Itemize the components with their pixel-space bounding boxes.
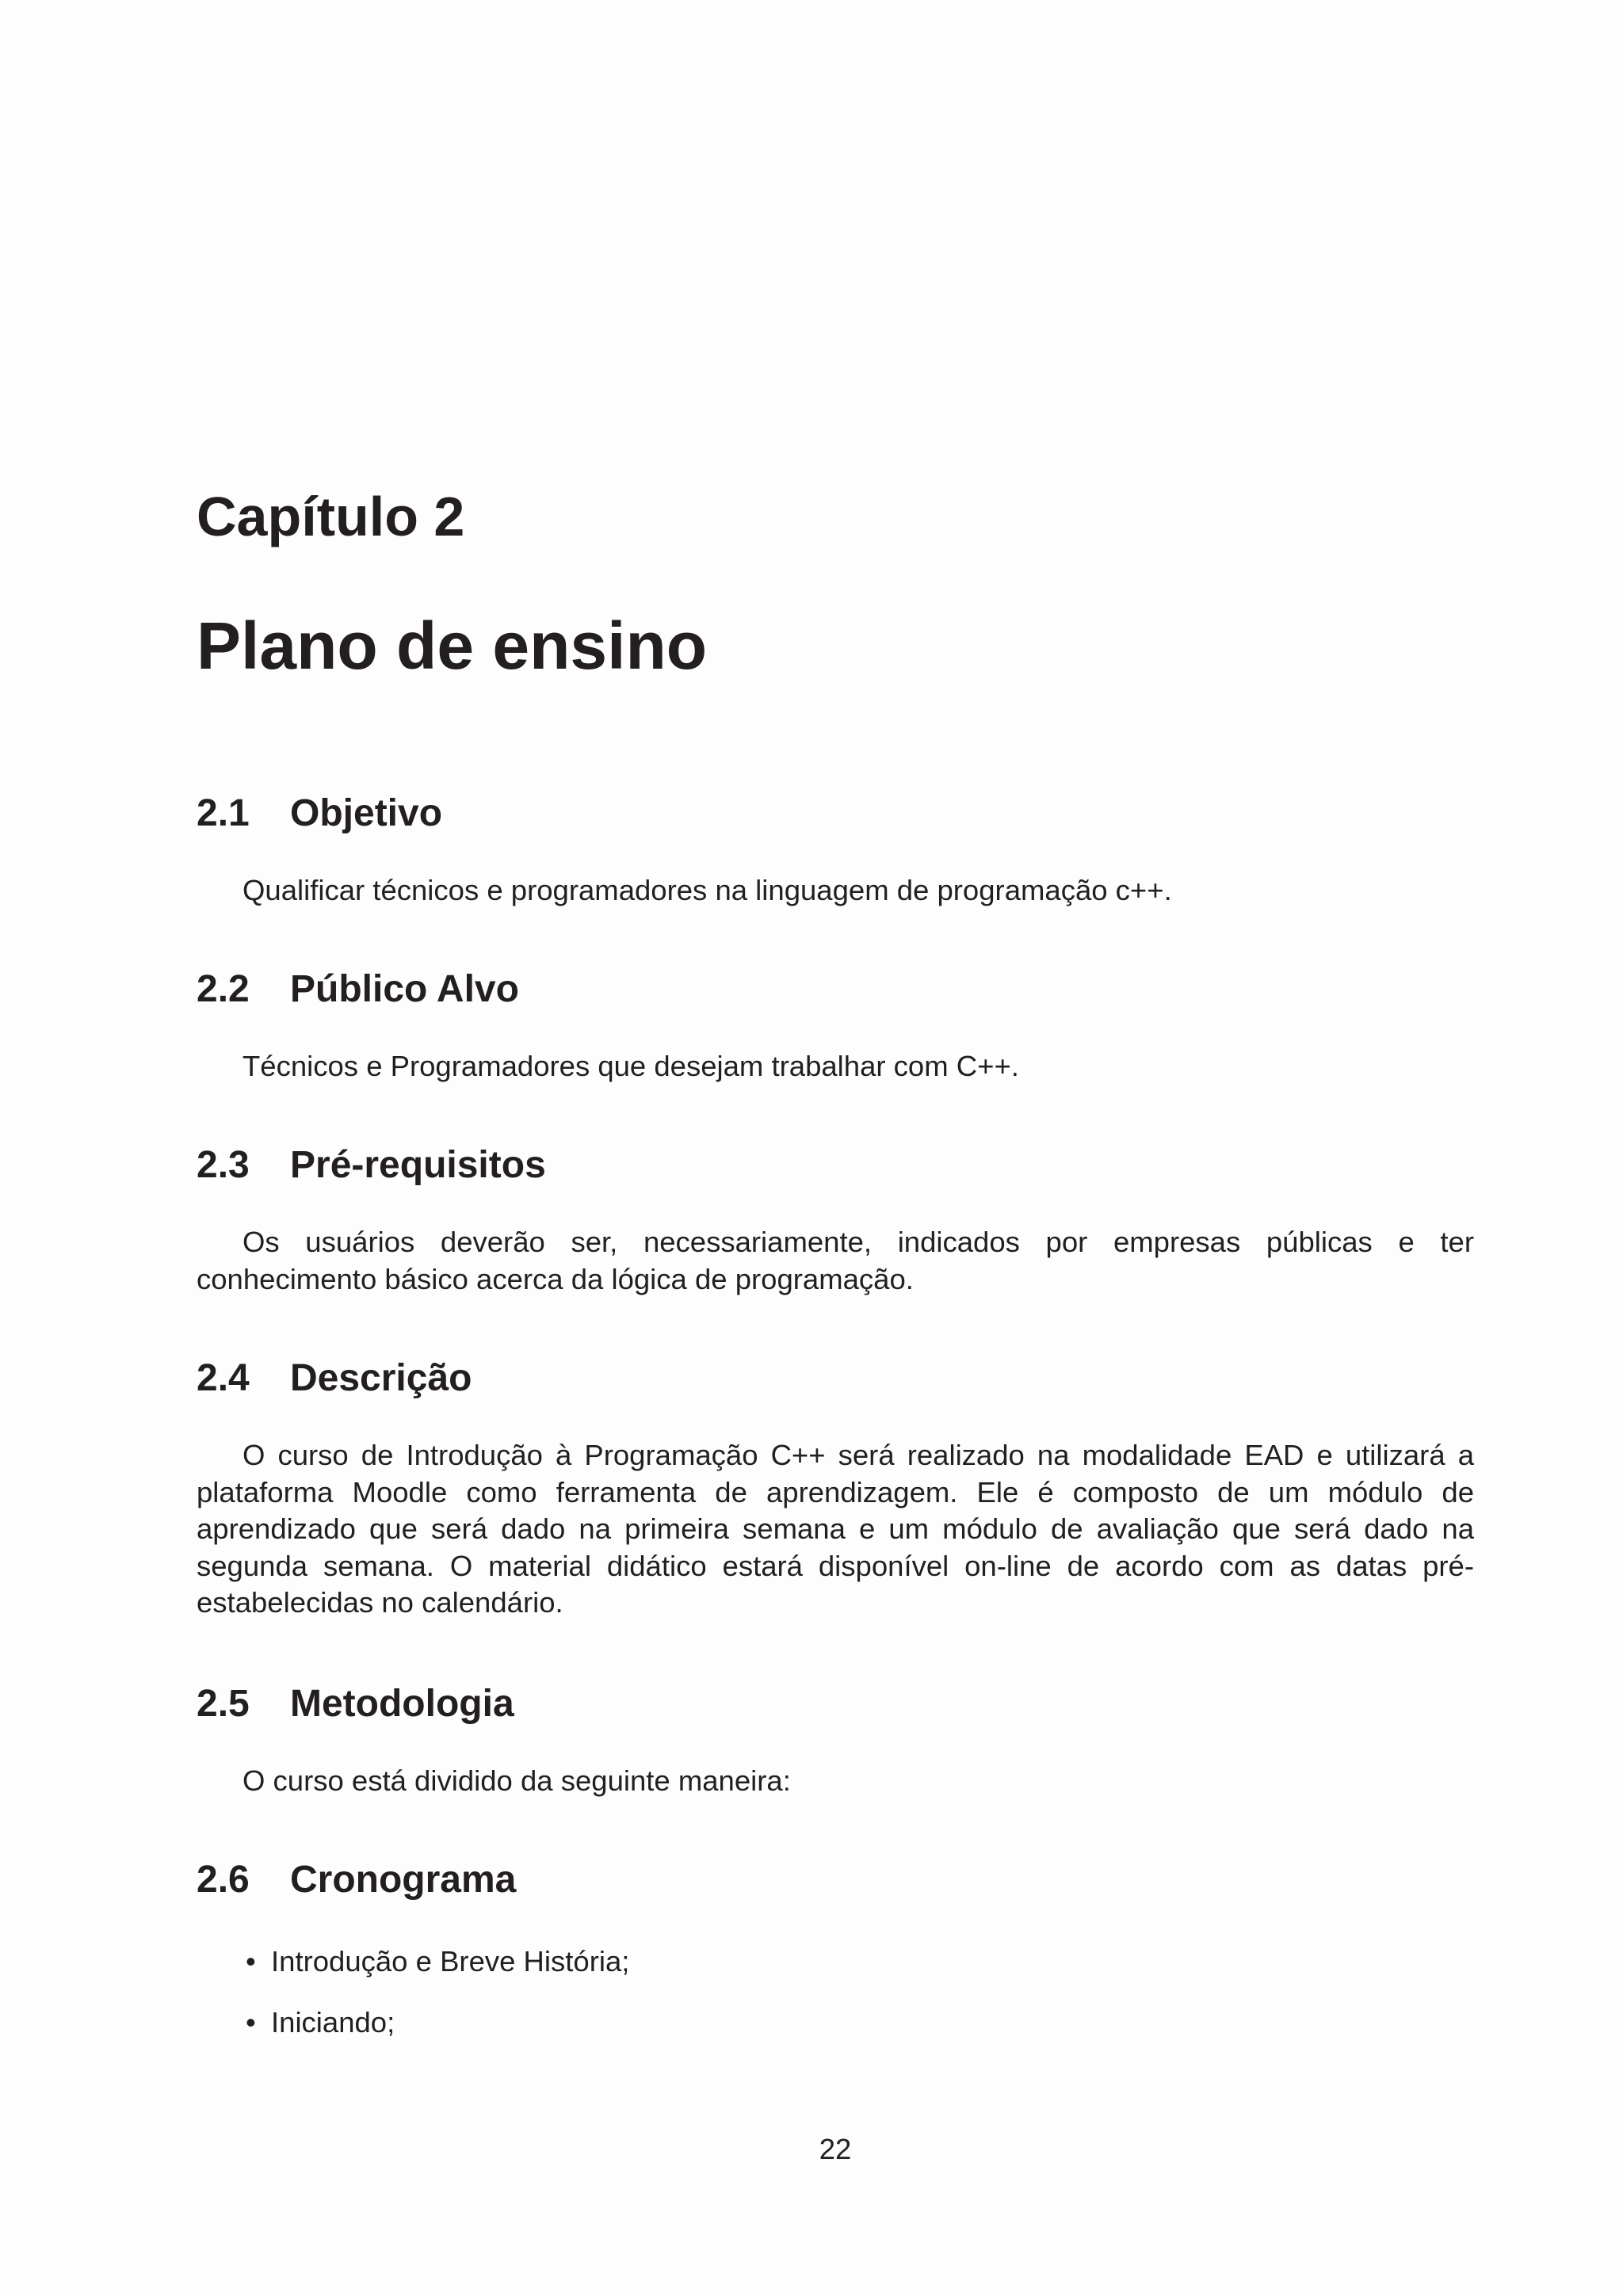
section-title: Descrição (290, 1357, 472, 1399)
section-paragraph: Técnicos e Programadores que desejam trabalhar com C++. (242, 1050, 1019, 1082)
chapter-title: Plano de ensino (197, 608, 708, 683)
section-number: 2.4 (197, 1357, 250, 1399)
list-item (197, 1943, 1474, 1981)
section-title: Cronograma (290, 1859, 517, 1901)
section-paragraph: Os usuários deverão ser, necessariamente, indicados por empresas públicas e ter conhecimento básico acerca da lógica de programação. (197, 1226, 1474, 1295)
list-item-text: Introdução e Breve História; (271, 1945, 630, 1978)
section-title: Objetivo (290, 792, 443, 834)
list-item-text: Iniciando; (271, 2005, 395, 2039)
section-heading (197, 1355, 1474, 1402)
section-title: Pré-requisitos (290, 1144, 546, 1186)
section-publico-alvo (197, 966, 1474, 1085)
section-heading (197, 1142, 1474, 1189)
section-paragraph: Qualificar técnicos e programadores na linguagem de programação c++. (242, 874, 1172, 906)
section-heading (197, 790, 1474, 837)
section-title: Público Alvo (290, 968, 519, 1010)
section-title: Metodologia (290, 1683, 514, 1725)
chapter-label: Capítulo 2 (197, 486, 465, 547)
section-number: 2.1 (197, 792, 250, 834)
bullet-icon: • (246, 1945, 256, 1978)
section-heading (197, 966, 1474, 1013)
page-number: 22 (819, 2133, 852, 2165)
section-objetivo (197, 790, 1474, 910)
section-number: 2.3 (197, 1144, 250, 1186)
section-cronograma (197, 1856, 1474, 2065)
section-metodologia (197, 1680, 1474, 1800)
section-heading (197, 1680, 1474, 1728)
section-number: 2.2 (197, 968, 250, 1010)
document-page (197, 0, 1474, 2296)
bullet-icon: • (246, 2005, 256, 2039)
section-descricao (197, 1355, 1474, 1622)
section-paragraph: O curso está dividido da seguinte maneira: (242, 1764, 791, 1797)
section-number: 2.5 (197, 1683, 250, 1725)
section-heading (197, 1856, 1474, 1904)
list-item (197, 2004, 1474, 2042)
section-paragraph: O curso de Introdução à Programação C++ será realizado na modalidade EAD e utilizará a plataforma Moodle como ferramenta de aprendizagem. Ele é composto de um módulo de aprendizado que será dado na primeira semana e um módulo de avaliação que será dado na segunda semana. O material didático estará disponível on-line de acordo com as datas pré-estabelecidas no calendário. (197, 1439, 1474, 1619)
cronograma-list (197, 1943, 1474, 2041)
section-number: 2.6 (197, 1859, 250, 1901)
section-pre-requisitos (197, 1142, 1474, 1298)
